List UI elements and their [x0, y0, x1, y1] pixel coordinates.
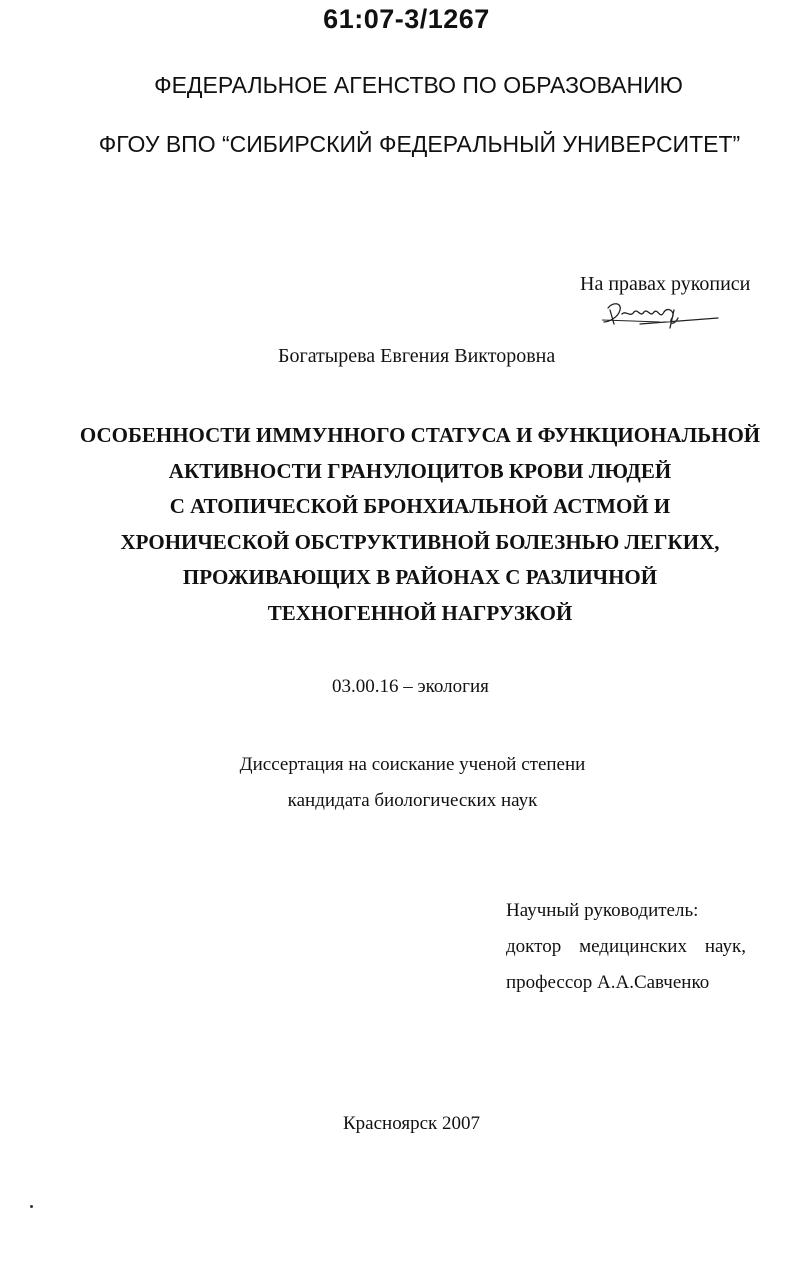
degree-line: кандидата биологических наук: [287, 790, 538, 811]
specialty-code: 03.00.16 – экология: [332, 676, 489, 697]
university-name: ФГОУ ВПО “СИБИРСКИЙ ФЕДЕРАЛЬНЫЙ УНИВЕРСИТЕТ”: [98, 131, 741, 157]
supervisor-name: профессор А.А.Савченко: [506, 972, 710, 993]
scan-speck: [30, 1205, 33, 1208]
supervisor-heading: Научный руководитель:: [506, 900, 699, 921]
title-line: ХРОНИЧЕСКОЙ ОБСТРУКТИВНОЙ БОЛЕЗНЬЮ ЛЕГКИХ,: [120, 529, 720, 554]
supervisor-degree: доктор медицинских наук,: [506, 936, 746, 957]
title-line: ПРОЖИВАЮЩИХ В РАЙОНАХ С РАЗЛИЧНОЙ: [182, 565, 658, 590]
title-line: АКТИВНОСТИ ГРАНУЛОЦИТОВ КРОВИ ЛЮДЕЙ: [168, 458, 672, 483]
city-year: Красноярск 2007: [343, 1113, 480, 1134]
author-name: Богатырева Евгения Викторовна: [278, 345, 556, 367]
manuscript-rights-note: На правах рукописи: [580, 273, 751, 295]
agency-name: ФЕДЕРАЛЬНОЕ АГЕНСТВО ПО ОБРАЗОВАНИЮ: [154, 72, 683, 98]
handwritten-signature: [600, 298, 720, 338]
title-line: С АТОПИЧЕСКОЙ БРОНХИАЛЬНОЙ АСТМОЙ И: [169, 494, 671, 519]
document-code: 61:07-3/1267: [323, 4, 490, 34]
dissertation-title: [60, 418, 780, 632]
title-line: ОСОБЕННОСТИ ИММУННОГО СТАТУСА И ФУНКЦИОНАЛЬНОЙ: [79, 423, 761, 447]
degree-statement: [0, 747, 799, 819]
title-line: ТЕХНОГЕННОЙ НАГРУЗКОЙ: [267, 600, 573, 625]
supervisor-block: [506, 893, 746, 1001]
degree-line: Диссертация на соискание ученой степени: [239, 754, 586, 775]
